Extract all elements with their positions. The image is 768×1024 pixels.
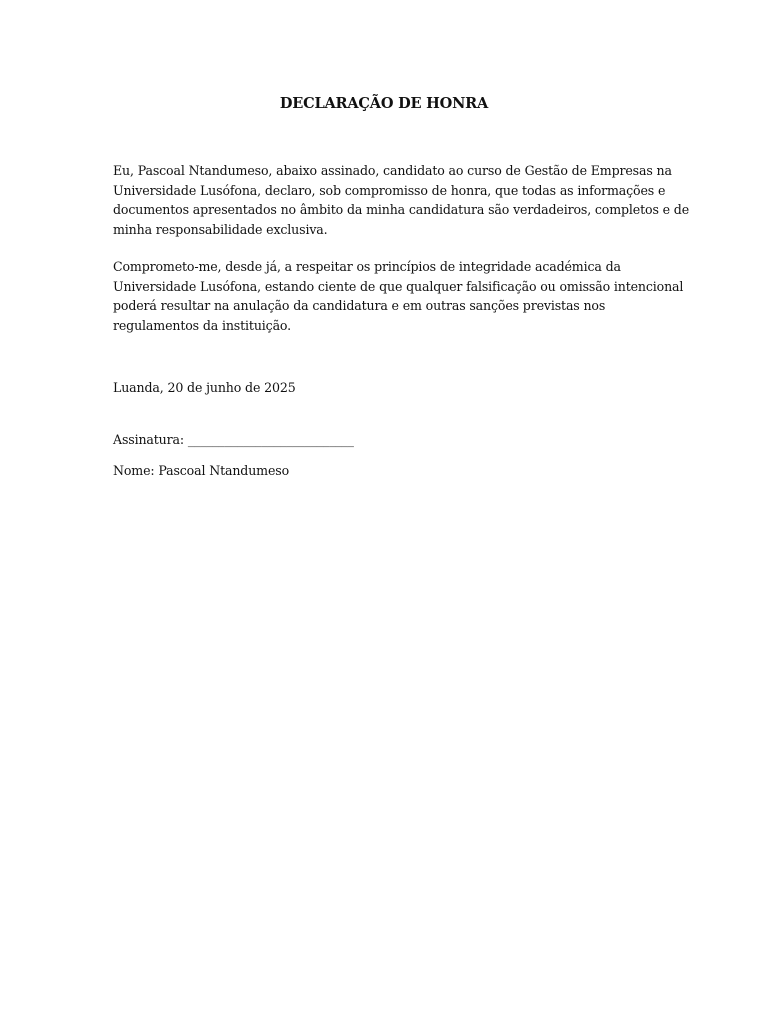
place-and-date: Luanda, 20 de junho de 2025	[113, 380, 296, 395]
document-title: DECLARAÇÃO DE HONRA	[279, 95, 489, 112]
paragraph-line: poderá resultar na anulação da candidatura e em outras sanções previstas nos	[113, 298, 606, 313]
signature-line: Assinatura: ___________________________	[113, 432, 354, 447]
declaration-paragraph	[113, 161, 689, 239]
paragraph-line: Universidade Lusófona, declaro, sob compromisso de honra, que todas as informações e	[113, 182, 666, 198]
commitment-paragraph	[113, 257, 684, 335]
name-line: Nome: Pascoal Ntandumeso	[113, 463, 290, 478]
paragraph-line: documentos apresentados no âmbito da minha candidatura são verdadeiros, completos e de	[113, 202, 689, 217]
paragraph-line: minha responsabilidade exclusiva.	[113, 221, 328, 237]
paragraph-line: regulamentos da instituição.	[113, 317, 291, 333]
paragraph-line: Eu, Pascoal Ntandumeso, abaixo assinado, candidato ao curso de Gestão de Empresas na	[113, 163, 672, 178]
paragraph-line: Comprometo-me, desde já, a respeitar os princípios de integridade académica da	[113, 259, 621, 274]
paragraph-line: Universidade Lusófona, estando ciente de que qualquer falsificação ou omissão intencional	[113, 278, 684, 294]
